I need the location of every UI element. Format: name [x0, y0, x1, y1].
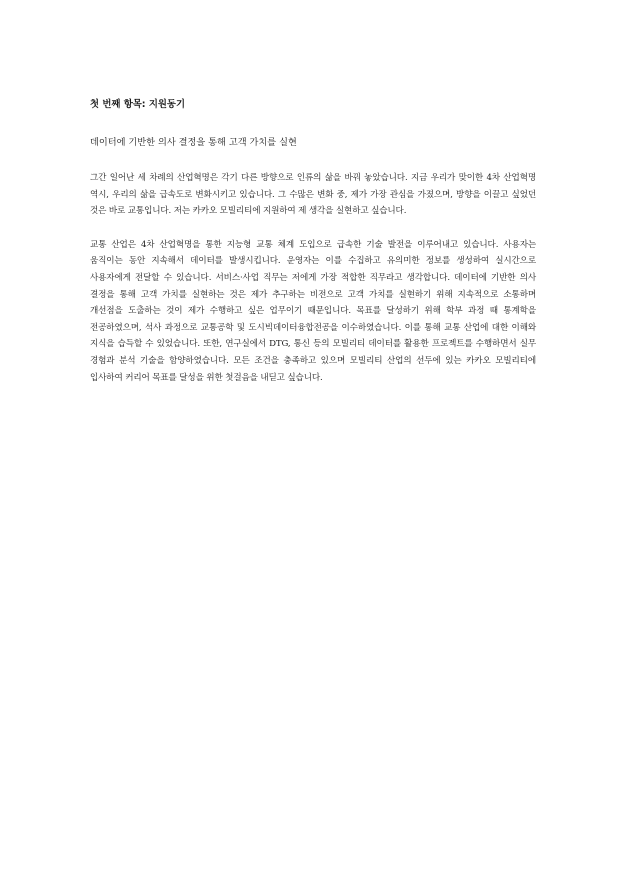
document-page: [90, 98, 536, 403]
body-paragraph-1: 그간 일어난 세 차례의 산업혁명은 각기 다른 방향으로 인류의 삶을 바꿔 놓았습니다. 지금 우리가 맞이한 4차 산업혁명 역시, 우리의 삶을 급속도로 변화시키고 있습니다. 그 수많은 변화 중, 제가 가장 관심을 가졌으며, 방향을 이끌고 싶었던 것은 바로 교통입니다. 저는 카카오 모빌리티에 지원하여 제 생각을 실현하고 싶습니다.: [90, 173, 536, 217]
body-paragraph-2: 교통 산업은 4차 산업혁명을 통한 지능형 교통 체계 도입으로 급속한 기술 발전을 이루어내고 있습니다. 사용자는 움직이는 동안 지속해서 데이터를 발생시킵니다. 운영자는 이를 수집하고 유의미한 정보를 생성하여 실시간으로 사용자에게 전달할 수 있습니다. 서비스·사업 직무는 저에게 가장 적합한 직무라고 생각합니다. 데이터에 기반한 의사 결정을 통해 고객 가치를 실현하는 것은 제가 추구하는 비전으로 고객 가치를 실현하기 위해 지속적으로 소통하며 개선점을 도출하는 것이 제가 수행하고 싶은 업무이기 때문입니다. 목표를 달성하기 위해 학부 과정 때 통계학을 전공하였으며, 석사 과정으로 교통공학 및 도시빅데이터융합전공을 이수하였습니다. 이를 통해 교통 산업에 대한 이해와 지식을 습득할 수 있었습니다. 또한, 연구실에서 DTG, 통신 등의 모빌리티 데이터를 활용한 프로젝트를 수행하면서 실무 경험과 분석 기술을 함양하였습니다. 모든 조건을 충족하고 있으며 모빌리티 산업의 선두에 있는 카카오 모빌리티에 입사하여 커리어 목표를 달성을 위한 첫걸음을 내딛고 싶습니다.: [90, 239, 536, 383]
section-heading: 첫 번째 항목: 지원동기: [90, 99, 186, 110]
section-subtitle: 데이터에 기반한 의사 결정을 통해 고객 가치를 실현: [90, 137, 297, 148]
